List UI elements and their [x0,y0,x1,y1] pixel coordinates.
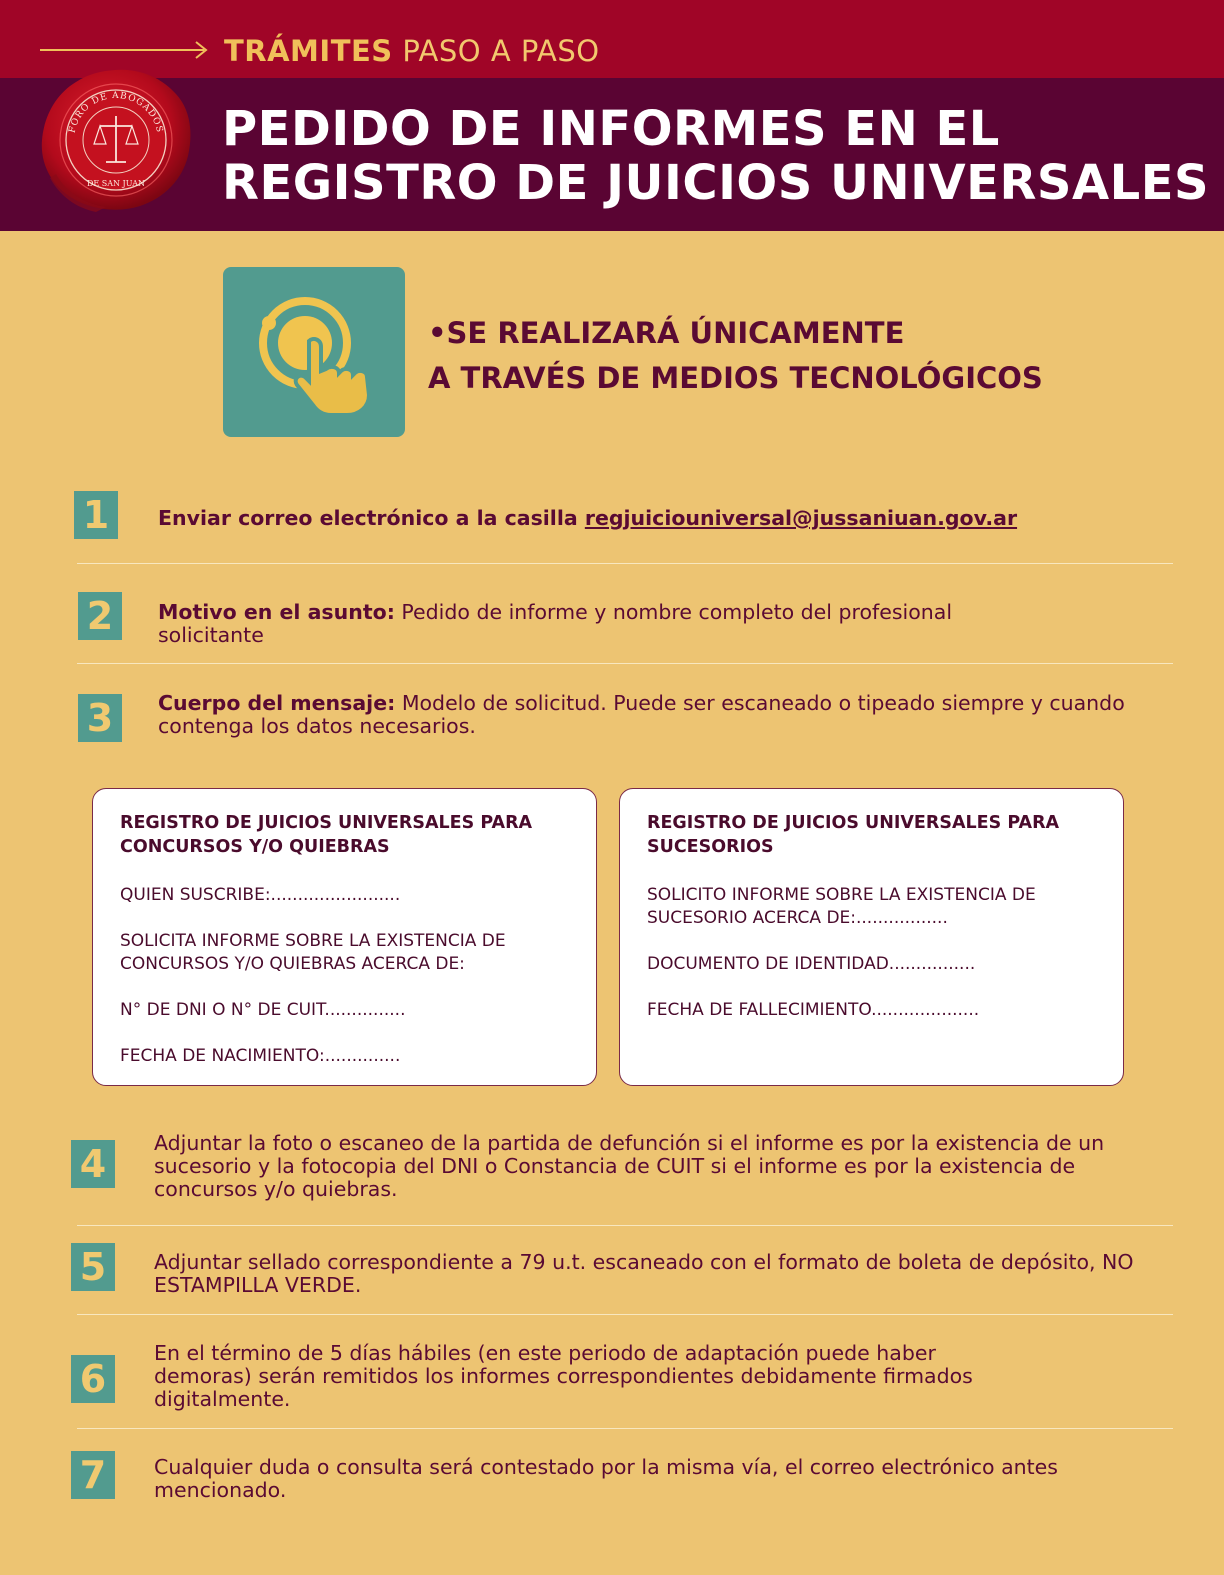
hero-icon-box [223,267,405,437]
form-card-concursos [92,788,597,1086]
foro-abogados-seal-logo [36,64,194,212]
step-4-number: 4 [71,1140,115,1188]
svg-text:DE SAN JUAN: DE SAN JUAN [86,179,146,188]
step-5-number: 5 [71,1243,115,1291]
arrow-right-icon [40,40,210,60]
step-7-text: Cualquier duda o consulta será contestado por la misma vía, el correo electrónico antes mencionado. [154,1455,1058,1502]
form-card-sucesorios [619,788,1124,1086]
step-6-number: 6 [71,1355,115,1403]
step-1-number: 1 [74,491,118,539]
page-title [222,102,1209,210]
title-line-1: PEDIDO DE INFORMES EN EL [222,101,1000,157]
card-title: REGISTRO DE JUICIOS UNIVERSALES PARA CONCURSOS Y/O QUIEBRAS [120,813,533,857]
card-field: N° DE DNI O N° DE CUIT............... [120,1000,406,1020]
title-line-2: REGISTRO DE JUICIOS UNIVERSALES [222,155,1210,211]
step-3-text [158,692,1148,738]
step-3-label: Cuerpo del mensaje: [158,691,396,715]
card-title: REGISTRO DE JUICIOS UNIVERSALES PARA SUCESORIOS [647,813,1060,857]
hero-line-1: •SE REALIZARÁ ÚNICAMENTE [428,316,905,350]
touch-hand-icon [223,267,405,437]
step-2-body: Pedido de informe y nombre completo del profesional solicitante [158,600,953,647]
card-field: SOLICITO INFORME SOBRE LA EXISTENCIA DE SUCESORIO ACERCA DE:................. [647,885,1036,928]
svg-text:FORO DE ABOGADOS: FORO DE ABOGADOS [67,90,165,135]
step-5-text: Adjuntar sellado correspondiente a 79 u.t. escaneado con el formato de boleta de depósito, NO ESTAMPILLA VERDE. [154,1250,1134,1297]
kicker-bold: TRÁMITES [224,34,393,68]
divider [77,663,1173,664]
hero-line-2: A TRAVÉS DE MEDIOS TECNOLÓGICOS [428,361,1043,395]
step-3-body: Modelo de solicitud. Puede ser escaneado o tipeado siempre y cuando contenga los datos necesarios. [158,691,1125,738]
step-7-number: 7 [71,1451,115,1499]
kicker-light: PASO A PASO [402,34,600,68]
divider [77,563,1173,564]
step-2-text [158,601,1058,647]
card-field: SOLICITA INFORME SOBRE LA EXISTENCIA DE CONCURSOS Y/O QUIEBRAS ACERCA DE: [120,931,506,974]
card-field: FECHA DE FALLECIMIENTO.................... [647,1000,980,1020]
divider [77,1428,1173,1429]
divider [77,1225,1173,1226]
step-1-text [158,507,1158,530]
hero-statement [428,311,1043,401]
step-1-label: Enviar correo electrónico a la casilla [158,506,585,530]
step-3-number: 3 [78,694,122,742]
step-4-text: Adjuntar la foto o escaneo de la partida de defunción si el informe es por la existencia de un sucesorio y la fotocopia del DNI o Constancia de CUIT si el informe es por la existencia de concursos y/o quiebras. [154,1131,1105,1201]
card-field: QUIEN SUSCRIBE:........................ [120,885,401,905]
step-6-text: En el término de 5 días hábiles (en este periodo de adaptación puede haber demoras) serán remitidos los informes correspondientes debidamente firmados digitalmente. [154,1341,973,1411]
section-kicker [224,34,600,68]
step-2-number: 2 [78,592,122,640]
step-2-label: Motivo en el asunto: [158,600,395,624]
divider [77,1314,1173,1315]
card-field: DOCUMENTO DE IDENTIDAD................ [647,954,976,974]
card-field: FECHA DE NACIMIENTO:.............. [120,1046,401,1066]
email-link[interactable]: regjuiciouniversal@jussaniuan.gov.ar [584,506,1018,530]
